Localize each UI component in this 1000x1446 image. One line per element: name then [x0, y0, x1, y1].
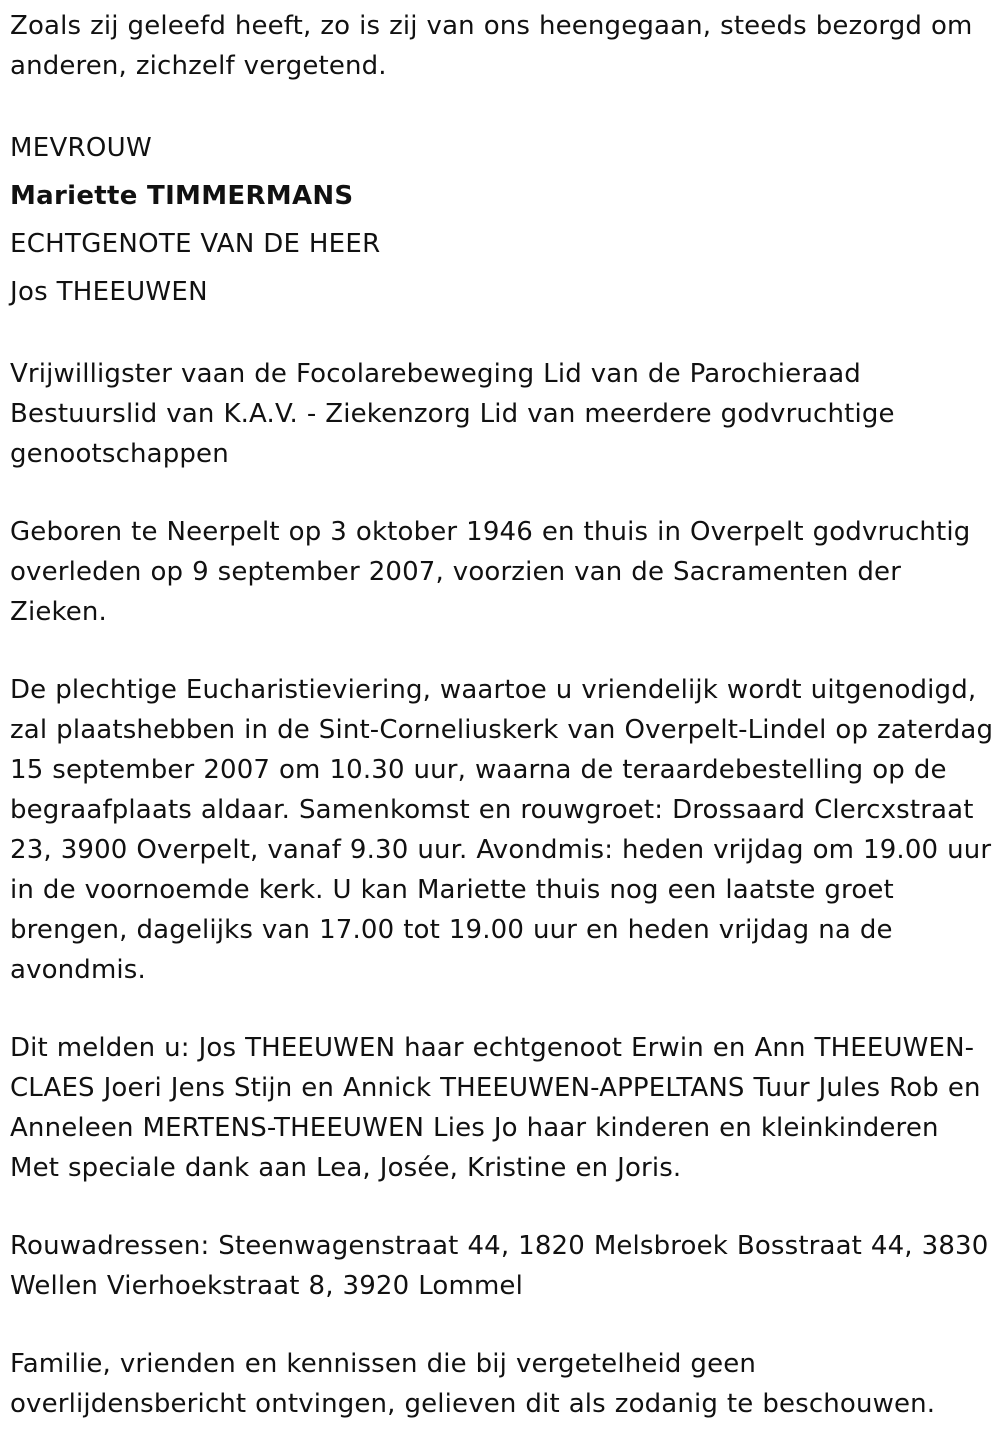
roles-paragraph: Vrijwilligster vaan de Focolarebeweging Lid van de Parochieraad Bestuurslid van K.A.V. - Ziekenzorg Lid van meerdere godvruchtige genootschappen: [10, 359, 895, 469]
relation-line: ECHTGENOTE VAN DE HEER: [10, 229, 381, 259]
spacer: [10, 632, 996, 670]
ceremony-paragraph: De plechtige Eucharistieviering, waartoe u vriendelijk wordt uitgenodigd, zal plaatshebben in de Sint-Corneliuskerk van Overpelt-Lindel op zaterdag 15 september 2007 om 10.30 uur, waarna de teraardebestelling op de begraafplaats aldaar. Samenkomst en rouwgroet: Drossaard Clercxstraat 23, 3900 Overpelt, vanaf 9.30 uur. Avondmis: heden vrijdag om 19.00 uur in de voornoemde kerk. U kan Mariette thuis nog een laatste groet brengen, dagelijks van 17.00 tot 19.00 uur en heden vrijdag na de avondmis.: [10, 675, 994, 985]
deceased-name: Mariette TIMMERMANS: [10, 181, 354, 211]
spacer: [10, 1306, 996, 1344]
honorific: MEVROUW: [10, 133, 153, 163]
birth-death-paragraph: Geboren te Neerpelt op 3 oktober 1946 en thuis in Overpelt godvruchtig overleden op 9 september 2007, voorzien van de Sacramenten der Zieken.: [10, 517, 971, 627]
spacer: [10, 1188, 996, 1226]
intro-quote: Zoals zij geleefd heeft, zo is zij van ons heengegaan, steeds bezorgd om anderen, zichzelf vergetend.: [10, 11, 973, 81]
spacer: [10, 86, 996, 124]
closing-paragraph: Familie, vrienden en kennissen die bij vergetelheid geen overlijdensbericht ontvingen, gelieven dit als zodanig te beschouwen.: [10, 1349, 936, 1419]
spacer: [10, 316, 996, 354]
addresses-paragraph: Rouwadressen: Steenwagenstraat 44, 1820 Melsbroek Bosstraat 44, 3830 Wellen Vierhoekstraat 8, 3920 Lommel: [10, 1231, 989, 1301]
spouse-name: Jos THEEUWEN: [10, 277, 208, 307]
spacer: [10, 474, 996, 512]
announced-by-paragraph: Dit melden u: Jos THEEUWEN haar echtgenoot Erwin en Ann THEEUWEN-CLAES Joeri Jens Stijn en Annick THEEUWEN-APPELTANS Tuur Jules Rob en Anneleen MERTENS-THEEUWEN Lies Jo haar kinderen en kleinkinderen Met speciale dank aan Lea, Josée, Kristine en Joris.: [10, 1033, 981, 1183]
obituary-document: [10, 6, 996, 1424]
spacer: [10, 990, 996, 1028]
